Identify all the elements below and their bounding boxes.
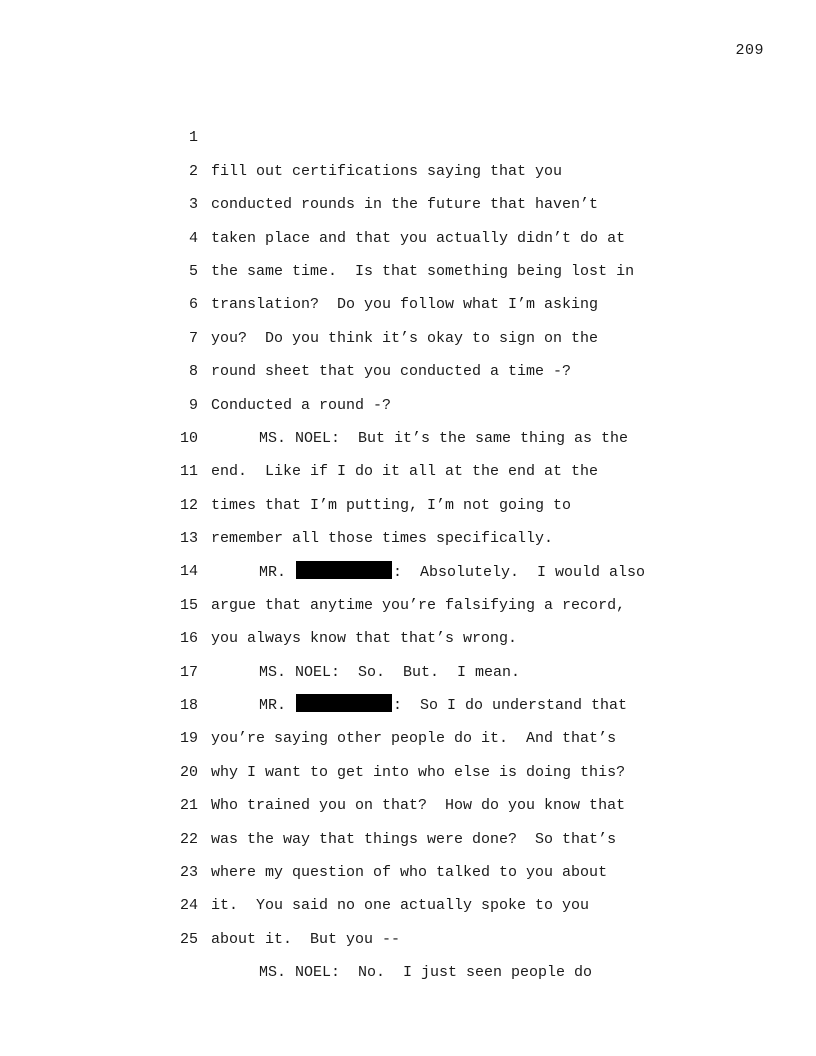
line-text: you’re saying other people do it. And that’s — [211, 730, 617, 748]
line-number: 2 — [188, 162, 198, 180]
line-text: about it. But you -- — [211, 930, 401, 948]
line-number: 19 — [179, 730, 198, 748]
speaker-statement: : So I do understand that — [393, 697, 628, 715]
line-text: remember all those times specifically. — [211, 530, 554, 548]
page-number: 209 — [735, 42, 764, 59]
line-number: 12 — [179, 496, 198, 514]
line-number: 7 — [188, 329, 198, 347]
line-text: was the way that things were done? So that’s — [211, 830, 617, 848]
line-text: translation? Do you follow what I’m asking — [211, 296, 599, 314]
line-number: 14 — [179, 563, 198, 581]
line-text: taken place and that you actually didn’t do at — [211, 229, 626, 247]
line-text: you? Do you think it’s okay to sign on the — [211, 329, 599, 347]
line-text: MS. NOEL: But it’s the same thing as the — [259, 429, 629, 447]
line-number: 20 — [179, 763, 198, 781]
line-text: why I want to get into who else is doing this? — [211, 763, 626, 781]
line-text: times that I’m putting, I’m not going to — [211, 496, 572, 514]
line-number: 18 — [179, 697, 198, 715]
line-text: it. You said no one actually spoke to you — [211, 897, 590, 915]
line-number: 4 — [188, 229, 198, 247]
line-number: 13 — [179, 530, 198, 548]
line-text: fill out certifications saying that you — [211, 162, 563, 180]
line-number: 8 — [188, 363, 198, 381]
line-number: 10 — [179, 429, 198, 447]
line-number: 6 — [188, 296, 198, 314]
line-number: 5 — [188, 262, 198, 280]
transcript-line — [150, 88, 690, 180]
line-text: the same time. Is that something being lost in — [211, 262, 635, 280]
speaker-title: MR. — [259, 697, 287, 715]
line-number: 1 — [188, 129, 198, 147]
line-text: Conducted a round -? — [211, 396, 392, 414]
line-text: argue that anytime you’re falsifying a record, — [211, 596, 626, 614]
line-number: 11 — [179, 463, 198, 481]
line-text: where my question of who talked to you about — [211, 864, 608, 882]
line-text: Who trained you on that? How do you know that — [211, 797, 626, 815]
line-text: conducted rounds in the future that haven’t — [211, 196, 599, 214]
line-number: 24 — [179, 897, 198, 915]
line-number: 21 — [179, 797, 198, 815]
line-number: 25 — [179, 930, 198, 948]
line-text: round sheet that you conducted a time -? — [211, 363, 572, 381]
line-number: 23 — [179, 864, 198, 881]
line-number: 15 — [179, 596, 198, 614]
line-number: 9 — [188, 396, 198, 414]
line-number: 17 — [179, 663, 198, 681]
line-text: MS. NOEL: So. But. I mean. — [259, 663, 521, 681]
speaker-title: MR. — [259, 563, 287, 581]
line-text: end. Like if I do it all at the end at the — [211, 463, 599, 481]
line-text: MS. NOEL: No. I just seen people do — [259, 964, 593, 982]
line-number: 16 — [179, 630, 198, 648]
transcript-lines — [150, 88, 690, 982]
line-text: you always know that that’s wrong. — [211, 630, 518, 648]
line-number: 22 — [179, 830, 198, 848]
speaker-statement: : Absolutely. I would also — [393, 563, 646, 581]
line-number: 3 — [188, 196, 198, 214]
